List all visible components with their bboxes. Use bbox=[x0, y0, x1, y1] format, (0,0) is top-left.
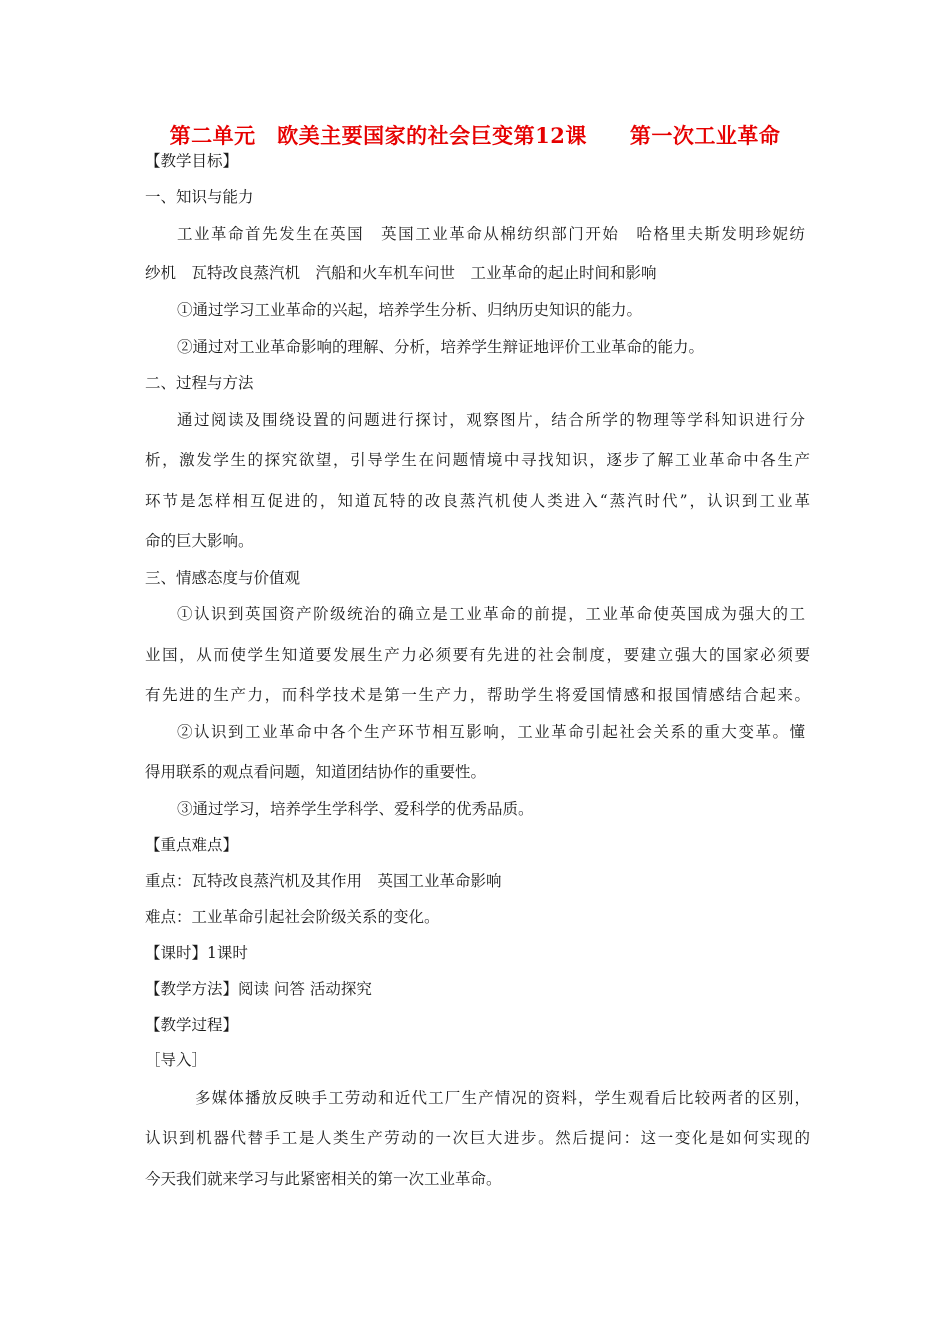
section-heading: 【重点难点】 bbox=[145, 836, 239, 854]
subsection-heading: 三、情感态度与价值观 bbox=[145, 569, 301, 587]
paragraph-line: 得用联系的观点看问题，知道团结协作的重要性。 bbox=[145, 763, 487, 781]
paragraph-line: 今天我们就来学习与此紧密相关的第一次工业革命。 bbox=[145, 1170, 502, 1188]
teaching-methods-line: 【教学方法】阅读 问答 活动探究 bbox=[145, 980, 372, 998]
key-points-line: 重点：瓦特改良蒸汽机及其作用 英国工业革命影响 bbox=[145, 872, 502, 890]
subsection-heading: 一、知识与能力 bbox=[145, 188, 254, 206]
paragraph-line: ①认识到英国资产阶级统治的确立是工业革命的前提，工业革命使英国成为强大的工 bbox=[177, 605, 805, 623]
subsection-heading: 二、过程与方法 bbox=[145, 374, 254, 392]
paragraph-line: 业国，从而使学生知道要发展生产力必须要有先进的社会制度，要建立强大的国家必须要 bbox=[145, 646, 810, 664]
paragraph-line: 环节是怎样相互促进的，知道瓦特的改良蒸汽机使人类进入“蒸汽时代”，认识到工业革 bbox=[145, 492, 810, 510]
class-hours-line: 【课时】1课时 bbox=[145, 944, 248, 962]
paragraph-line: 纱机 瓦特改良蒸汽机 汽船和火车机车问世 工业革命的起止时间和影响 bbox=[145, 264, 657, 282]
lesson-title: 第二单元 欧美主要国家的社会巨变第12课 第一次工业革命 bbox=[169, 123, 781, 148]
paragraph-line: ②通过对工业革命影响的理解、分析，培养学生辩证地评价工业革命的能力。 bbox=[177, 338, 705, 356]
section-heading: 【教学目标】 bbox=[145, 152, 239, 170]
paragraph-line: 多媒体播放反映手工劳动和近代工厂生产情况的资料，学生观看后比较两者的区别， bbox=[195, 1089, 810, 1107]
paragraph-line: 有先进的生产力，而科学技术是第一生产力，帮助学生将爱国情感和报国情感结合起来。 bbox=[145, 686, 810, 704]
paragraph-line: 认识到机器代替手工是人类生产劳动的一次巨大进步。然后提问：这一变化是如何实现的 bbox=[145, 1129, 810, 1147]
paragraph-line: 析，激发学生的探究欲望，引导学生在问题情境中寻找知识，逐步了解工业革命中各生产 bbox=[145, 451, 810, 469]
section-heading: 【教学过程】 bbox=[145, 1016, 239, 1034]
paragraph-line: 通过阅读及围绕设置的问题进行探讨，观察图片，结合所学的物理等学科知识进行分 bbox=[177, 411, 805, 429]
subsection-heading: ［导入］ bbox=[145, 1051, 208, 1069]
paragraph-line: ①通过学习工业革命的兴起，培养学生分析、归纳历史知识的能力。 bbox=[177, 301, 643, 319]
paragraph-line: ③通过学习，培养学生学科学、爱科学的优秀品质。 bbox=[177, 800, 534, 818]
paragraph-line: ②认识到工业革命中各个生产环节相互影响，工业革命引起社会关系的重大变革。懂 bbox=[177, 723, 805, 741]
difficult-points-line: 难点：工业革命引起社会阶级关系的变化。 bbox=[145, 908, 440, 926]
paragraph-line: 工业革命首先发生在英国 英国工业革命从棉纺织部门开始 哈格里夫斯发明珍妮纺 bbox=[177, 225, 805, 243]
paragraph-line: 命的巨大影响。 bbox=[145, 532, 254, 550]
